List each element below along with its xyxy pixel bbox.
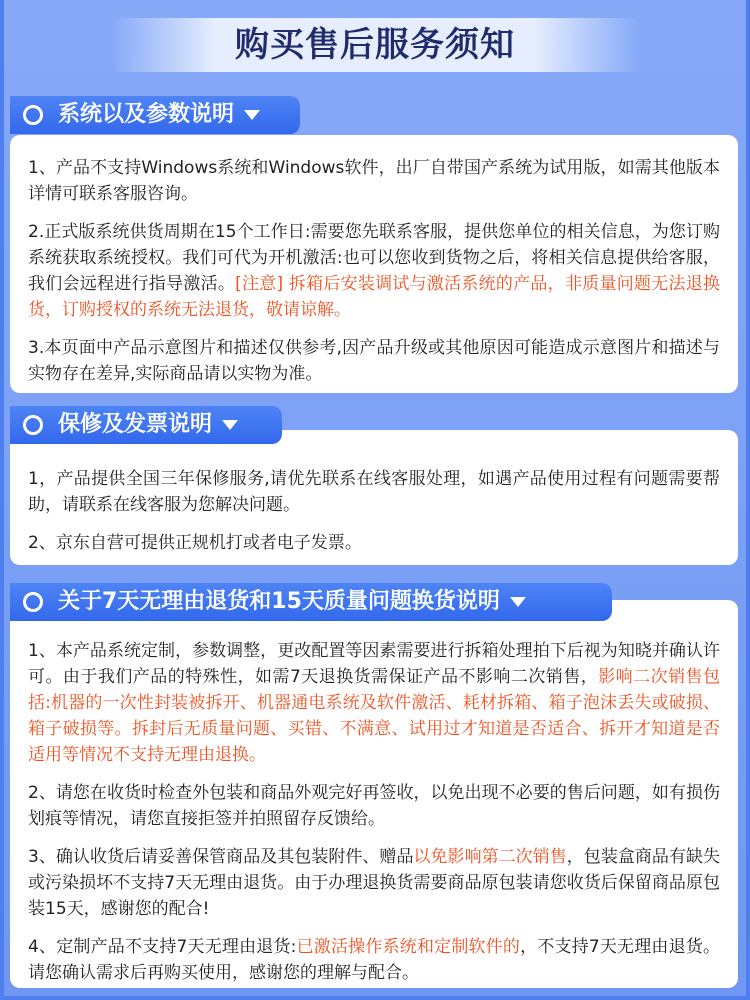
paragraph (28, 219, 720, 323)
triangle-down-icon (244, 110, 260, 120)
text: 2、请您在收货时检查外包装和商品外观完好再签收，以免出现不必要的售后问题，如有损伤划痕等情况，请您直接拒签并拍照留存反馈给。 (28, 783, 720, 829)
text: 1、产品不支持Windows系统和Windows软件，出厂自带国产系统为试用版，如需其他版本详情可联系客服咨询。 (28, 158, 720, 204)
text: ，包装盒商品有缺失或污染损坏不支持7天无理由退货。由于办理退换货需要商品原包装请您收货后保留商品原包装15天，感谢您的配合! (28, 847, 720, 919)
text: 1，产品提供全国三年保修服务,请优先联系在线客服处理，如遇产品使用过程有问题需要帮助，请联系在线客服为您解决问题。 (28, 469, 720, 515)
text: 2.正式版系统供货周期在15个工作日:需要您先联系客服，提供您单位的相关信息，为您订购系统获取系统授权。我们可代为开机激活:也可以您收到货物之后，将相关信息提供给客服，我们会远程进行指导激活。 (28, 222, 720, 294)
section-body (28, 638, 720, 986)
text: 3、确认收货后请妥善保管商品及其包装附件、赠品 (28, 847, 414, 867)
paragraph (28, 934, 720, 986)
paragraph (28, 530, 720, 556)
section-heading-return: 关于7天无理由退货和15天质量问题换货说明 (10, 583, 612, 621)
paragraph (28, 780, 720, 832)
section-heading-system: 系统以及参数说明 (10, 96, 300, 134)
text: 3.本页面中产品示意图片和描述仅供参考,因产品升级或其他原因可能造成示意图片和描述与实物存在差异,实际商品请以实物为准。 (28, 338, 720, 384)
paragraph (28, 335, 720, 387)
paragraph (28, 155, 720, 207)
highlight-text: [注意] 拆箱后安装调试与激活系统的产品，非质量问题无法退换货，订购授权的系统无法退货，敬请谅解。 (28, 274, 721, 320)
text: 2、京东自营可提供正规机打或者电子发票。 (28, 533, 362, 553)
highlight-text: 影响二次销售包括:机器的一次性封装被拆开、机器通电系统及软件激活、耗材拆箱、箱子泡沫丢失或破损、箱子破损等。拆封后无质量问题、买错、不满意、试用过才知道是否适合、拆开才知道是否适用等情况不支持无理由退换。 (28, 667, 720, 765)
highlight-text: 以免影响第二次销售 (413, 847, 567, 867)
ring-icon (23, 105, 43, 125)
page-title: 购买售后服务须知 (110, 18, 640, 72)
paragraph (28, 844, 720, 922)
paragraph (28, 466, 720, 518)
text: 1、本产品系统定制，参数调整，更改配置等因素需要进行拆箱处理拍下后视为知晓并确认许可。由于我们产品的特殊性，如需7天退换货需保证产品不影响二次销售， (28, 641, 720, 687)
section-body (28, 466, 720, 556)
triangle-down-icon (510, 597, 526, 607)
text: 4、定制产品不支持7天无理由退货: (28, 937, 297, 957)
highlight-text: 已激活操作系统和定制软件的 (296, 937, 521, 957)
section-system-card (10, 135, 738, 393)
section-heading-warranty: 保修及发票说明 (10, 406, 282, 444)
section-return-card (10, 600, 738, 988)
triangle-down-icon (222, 420, 238, 430)
text: ，不支持7天无理由退货。请您确认需求后再购买使用，感谢您的理解与配合。 (28, 937, 721, 983)
ring-icon (23, 415, 43, 435)
section-body (28, 155, 720, 387)
ring-icon (23, 592, 43, 612)
section-warranty-card (10, 430, 738, 565)
paragraph (28, 638, 720, 768)
